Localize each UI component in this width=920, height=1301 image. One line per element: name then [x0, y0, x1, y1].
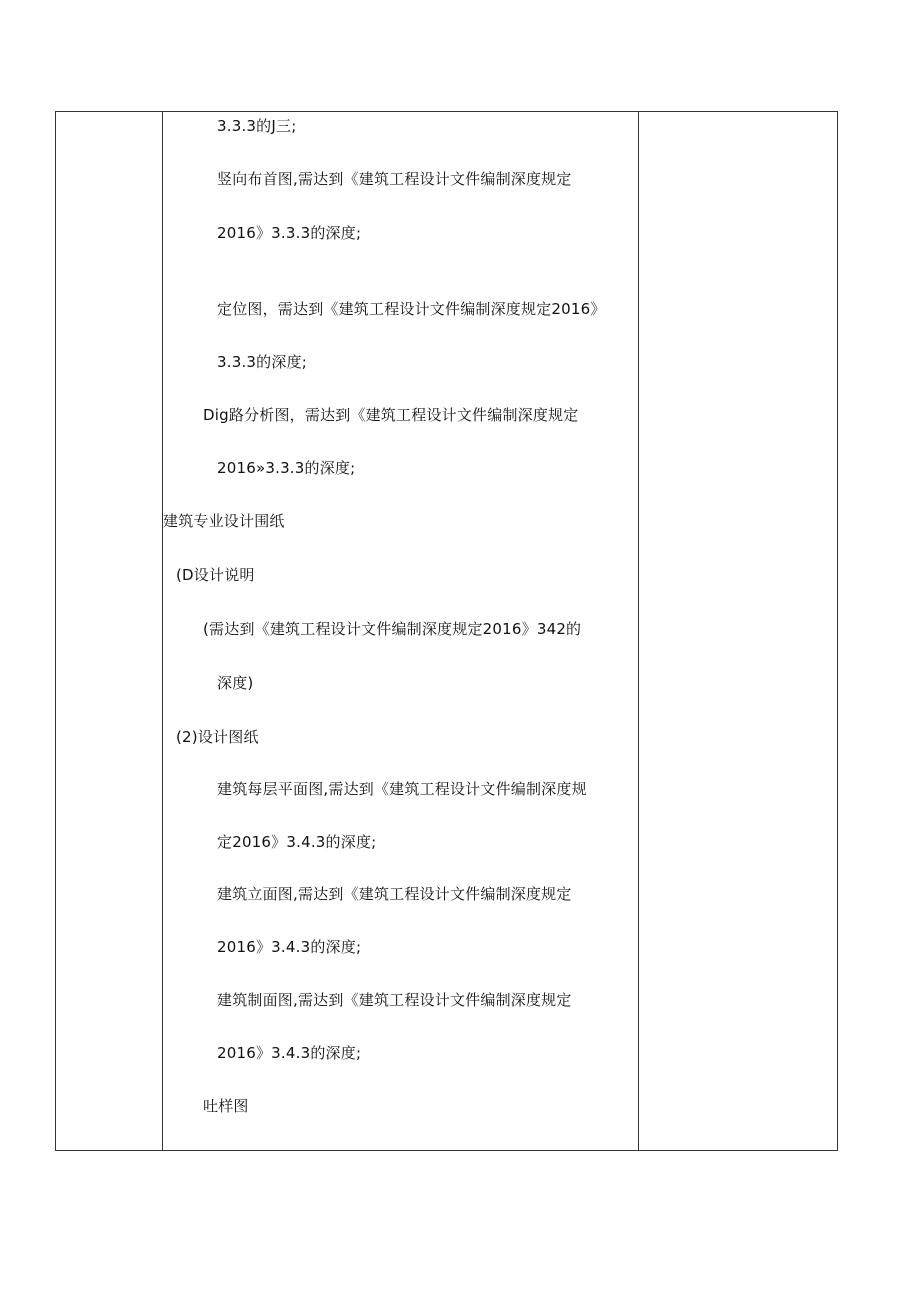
- text-line: 3.3.3的J三;: [217, 117, 297, 135]
- subsection-heading: (D设计说明: [176, 566, 255, 584]
- column-divider-left: [162, 112, 163, 1150]
- text-line: 2016»3.3.3的深度;: [217, 459, 356, 477]
- text-line: 2016》3.4.3的深度;: [217, 938, 362, 956]
- text-line: 2016》3.3.3的深度;: [217, 224, 362, 242]
- column-divider-right: [638, 112, 639, 1150]
- text-line: 建筑每层平面图,需达到《建筑工程设计文件编制深度规: [217, 780, 587, 798]
- text-line: 竖向布首图,需达到《建筑工程设计文件编制深度规定: [217, 170, 572, 188]
- text-line: 定位图，需达到《建筑工程设计文件编制深度规定2016》: [217, 300, 606, 318]
- text-line: 3.3.3的深度;: [217, 353, 308, 371]
- text-line: (需达到《建筑工程设计文件编制深度规定2016》342的: [203, 620, 582, 638]
- text-line: 建筑制面图,需达到《建筑工程设计文件编制深度规定: [217, 991, 572, 1009]
- text-line: 深度): [217, 674, 254, 692]
- section-heading: 建筑专业设计围纸: [163, 512, 285, 530]
- text-line: 建筑立面图,需达到《建筑工程设计文件编制深度规定: [217, 885, 572, 903]
- text-line: Dig路分析图，需达到《建筑工程设计文件编制深度规定: [203, 406, 579, 424]
- text-line: 定2016》3.4.3的深度;: [217, 833, 377, 851]
- text-line: 2016》3.4.3的深度;: [217, 1044, 362, 1062]
- text-line: 吐样图: [203, 1097, 249, 1115]
- subsection-heading: (2)设计图纸: [176, 728, 259, 746]
